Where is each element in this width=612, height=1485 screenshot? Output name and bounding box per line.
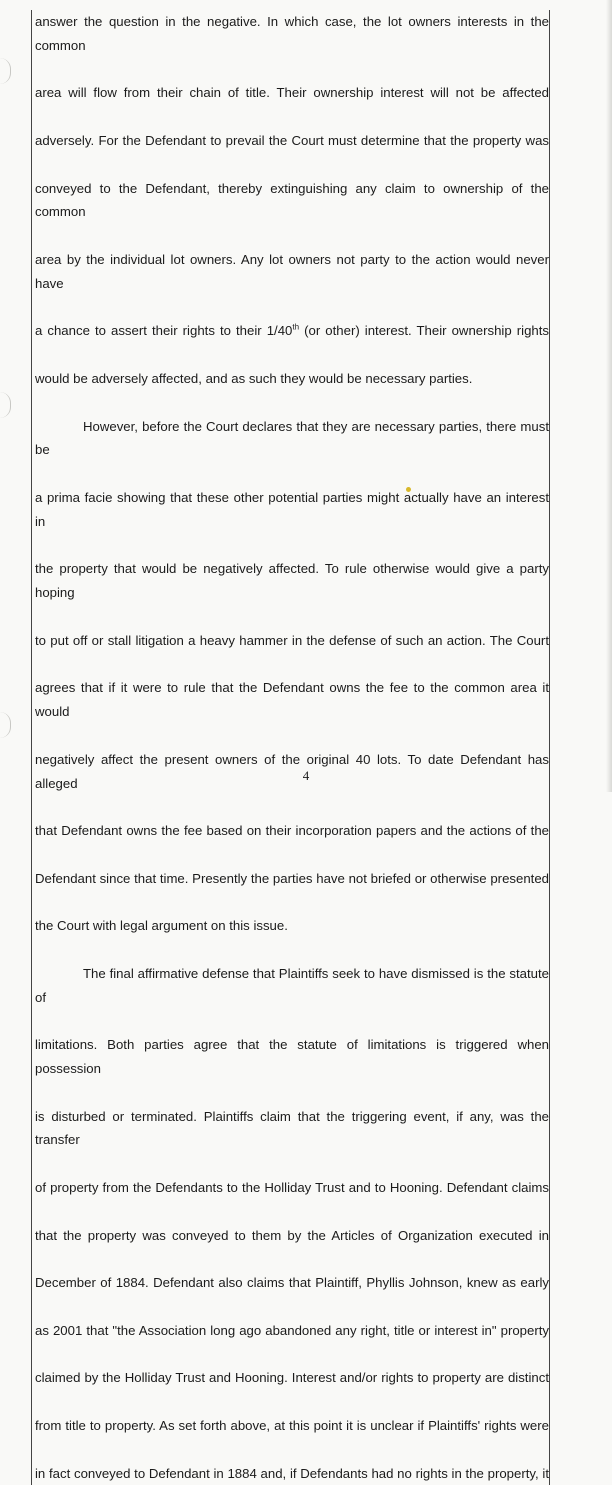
paragraph-necessary-parties (35, 415, 549, 939)
text-line: to put off or stall litigation a heavy hammer in the defense of such an action. The Court (35, 632, 549, 648)
paragraph-ownership-interest (35, 10, 549, 391)
binding-mark (0, 392, 11, 418)
text-line: as 2001 that "the Association long ago abandoned any right, title or interest in" property (35, 1322, 549, 1338)
superscript: th (292, 322, 300, 332)
text-line: agrees that if it were to rule that the Defendant owns the fee to the common area it would (35, 680, 549, 720)
text-line: that the property was conveyed to them by the Articles of Organization executed in (35, 1227, 549, 1243)
binding-mark (0, 58, 11, 84)
text-line: Defendant since that time. Presently the parties have not briefed or otherwise presented (35, 870, 549, 886)
text-line: is disturbed or terminated. Plaintiffs claim that the triggering event, if any, was the transfer (35, 1108, 549, 1148)
text-fragment: a chance to assert their rights to their 1/40 (35, 323, 293, 339)
text-line: area will flow from their chain of title. Their ownership interest will not be affected (35, 85, 549, 101)
document-body (31, 10, 550, 1485)
text-line (35, 319, 549, 343)
text-line: claimed by the Holliday Trust and Hooning. Interest and/or rights to property are distinct (35, 1370, 549, 1386)
text-line: December of 1884. Defendant also claims that Plaintiff, Phyllis Johnson, knew as early (35, 1275, 549, 1291)
text-line: of property from the Defendants to the Holliday Trust and to Hooning. Defendant claims (35, 1180, 549, 1196)
text-line: that Defendant owns the fee based on their incorporation papers and the actions of the (35, 823, 549, 839)
text-line: area by the individual lot owners. Any lot owners not party to the action would never have (35, 251, 549, 291)
text-line: in fact conveyed to Defendant in 1884 and, if Defendants had no rights in the property, it (35, 1465, 549, 1481)
text-line: a prima facie showing that these other potential parties might actually have an interest in (35, 489, 549, 529)
text-line: limitations. Both parties agree that the statute of limitations is triggered when possession (35, 1037, 549, 1077)
text-line: from title to property. As set forth above, at this point it is unclear if Plaintiffs' rights were (35, 1418, 549, 1434)
text-line: The final affirmative defense that Plaintiffs seek to have dismissed is the statute of (35, 965, 549, 1005)
paragraph-gap (35, 938, 549, 962)
text-line: would be adversely affected, and as such they would be necessary parties. (35, 370, 473, 386)
text-line: the property that would be negatively affected. To rule otherwise would give a party hoping (35, 561, 549, 601)
paragraph-gap (35, 391, 549, 415)
scan-edge (606, 0, 612, 792)
paragraph-statute-of-limitations (35, 962, 549, 1485)
page-number: 4 (302, 768, 310, 783)
text-fragment: (or other) interest. Their ownership rights (299, 323, 549, 339)
text-line: negatively affect the present owners of the original 40 lots. To date Defendant has alleged (35, 751, 549, 791)
text-line: adversely. For the Defendant to prevail the Court must determine that the property was (35, 132, 549, 148)
text-line: answer the question in the negative. In which case, the lot owners interests in the common (35, 14, 549, 53)
text-line: the Court with legal argument on this issue. (35, 918, 288, 934)
text-line: conveyed to the Defendant, thereby extinguishing any claim to ownership of the common (35, 180, 549, 220)
binding-mark (0, 712, 11, 738)
text-line: However, before the Court declares that they are necessary parties, there must be (35, 418, 549, 458)
